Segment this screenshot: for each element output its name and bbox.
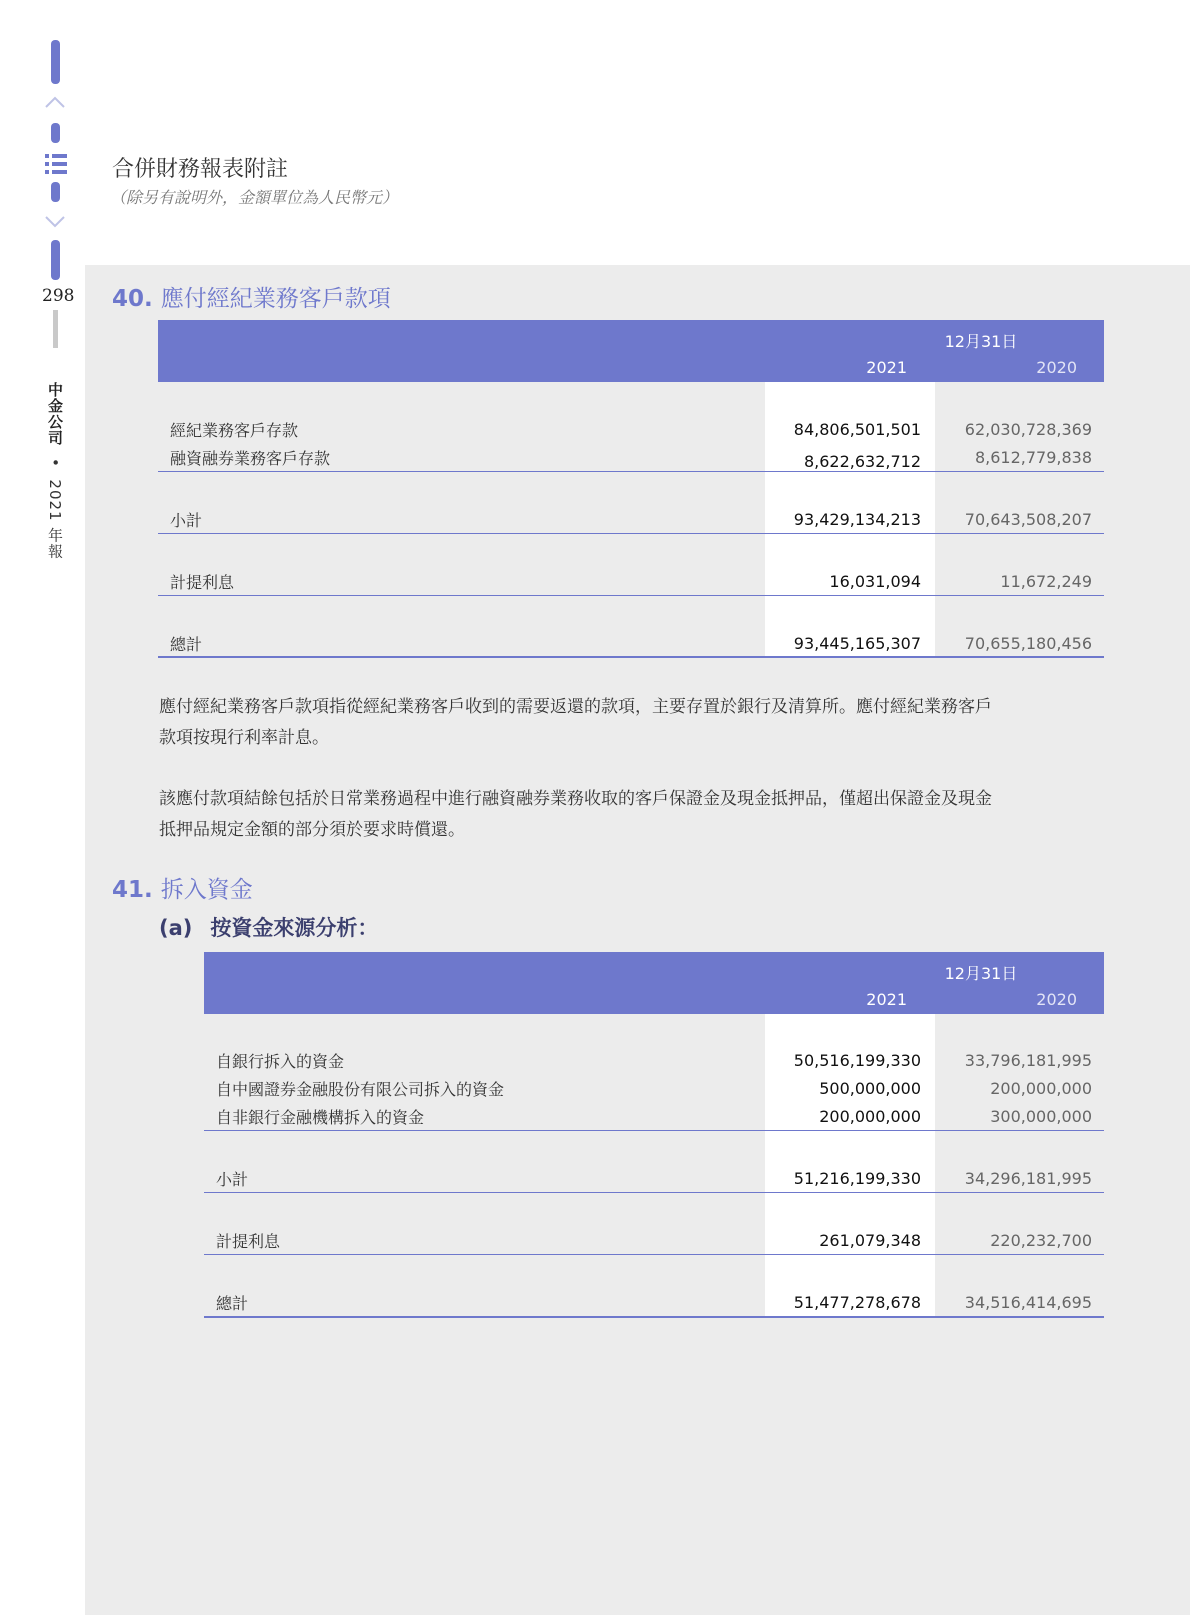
row-divider (204, 1192, 1104, 1193)
company-name: 中金公司 (46, 382, 64, 446)
subsection-label: (a) (159, 916, 193, 940)
sidebar-bar-bottom (51, 240, 60, 280)
value-2021: 261,079,348 (819, 1231, 921, 1250)
paragraph-line: 應付經紀業務客戶款項指從經紀業務客戶收到的需要返還的款項，主要存置於銀行及清算所。應付經紀業務客戶 (159, 697, 992, 717)
table-payables (158, 320, 1104, 658)
table-placements (204, 952, 1104, 1318)
row-label: 融資融券業務客戶存款 (170, 449, 331, 468)
section-41-number: 41. (112, 877, 153, 903)
header-year-2021: 2021 (866, 990, 907, 1009)
value-2020: 11,672,249 (1000, 572, 1092, 591)
section-41-title: 拆入資金 (160, 877, 253, 903)
value-2020: 33,796,181,995 (964, 1051, 1092, 1070)
table-row (158, 446, 1104, 472)
sidebar-bullet: • (46, 457, 64, 468)
table-row (204, 1229, 1104, 1255)
header-year-2020: 2020 (1036, 990, 1077, 1009)
paragraph-40-1 (159, 692, 1104, 754)
sidebar-report-label (45, 382, 66, 559)
row-label: 小計 (170, 511, 203, 530)
paragraph-line: 抵押品規定金額的部分須於要求時償還。 (159, 820, 465, 840)
value-2020: 8,612,779,838 (974, 448, 1092, 467)
row-label: 小計 (216, 1170, 249, 1189)
value-2021: 93,429,134,213 (793, 510, 921, 529)
table-row (158, 418, 1104, 444)
value-2020: 62,030,728,369 (964, 420, 1092, 439)
table-bottom-rule (204, 1316, 1104, 1318)
row-label: 經紀業務客戶存款 (170, 421, 299, 440)
value-2021: 93,445,165,307 (793, 634, 921, 653)
row-label: 自銀行拆入的資金 (216, 1052, 345, 1071)
value-2021: 500,000,000 (819, 1079, 921, 1098)
value-2020: 34,296,181,995 (964, 1169, 1092, 1188)
value-2020: 70,643,508,207 (964, 510, 1092, 529)
table-row (158, 632, 1104, 658)
chevron-up-icon[interactable] (44, 92, 66, 114)
row-divider (204, 1254, 1104, 1255)
table-row (204, 1167, 1104, 1193)
subsection-title: 按資金來源分析： (210, 916, 379, 940)
value-2020: 70,655,180,456 (964, 634, 1092, 653)
header-date: 12月31日 (944, 332, 1018, 351)
table-row (204, 1049, 1104, 1075)
section-40-number: 40. (112, 286, 153, 312)
paragraph-line: 該應付款項結餘包括於日常業務過程中進行融資融券業務收取的客戶保證金及現金抵押品，僅超出保證金及現金 (159, 789, 992, 809)
table-row (204, 1077, 1104, 1103)
header-year-2020: 2020 (1036, 358, 1077, 377)
header-date: 12月31日 (944, 964, 1018, 983)
sidebar-nav (0, 0, 84, 1615)
value-2021: 200,000,000 (819, 1107, 921, 1126)
table-row (204, 1105, 1104, 1131)
header-year-2021: 2021 (866, 358, 907, 377)
value-2020: 220,232,700 (990, 1231, 1092, 1250)
section-40-heading (112, 280, 391, 313)
row-divider (158, 595, 1104, 596)
table-row (204, 1291, 1104, 1317)
page-title: 合併財務報表附註 (112, 157, 289, 182)
table-header (204, 952, 1104, 1014)
row-label: 計提利息 (216, 1232, 281, 1251)
row-divider (158, 471, 1104, 472)
value-2021: 84,806,501,501 (793, 420, 921, 439)
table-row (158, 508, 1104, 534)
value-2021: 51,477,278,678 (793, 1293, 921, 1312)
subsection-a-heading (159, 912, 378, 942)
value-2021: 16,031,094 (829, 572, 921, 591)
value-2020: 300,000,000 (990, 1107, 1092, 1126)
value-2021: 50,516,199,330 (793, 1051, 921, 1070)
row-label: 自非銀行金融機構拆入的資金 (216, 1108, 425, 1127)
paragraph-line: 款項按現行利率計息。 (159, 728, 329, 748)
sidebar-bar-top (51, 40, 60, 84)
report-year: 2021 年報 (46, 479, 64, 560)
value-2020: 200,000,000 (990, 1079, 1092, 1098)
table-row (158, 570, 1104, 596)
row-label: 計提利息 (170, 573, 235, 592)
sidebar-divider (53, 310, 58, 348)
value-2021: 51,216,199,330 (793, 1169, 921, 1188)
section-41-heading (112, 871, 253, 904)
sidebar-bar-mid1 (51, 123, 60, 143)
value-2020: 34,516,414,695 (964, 1293, 1092, 1312)
list-menu-icon[interactable] (44, 152, 68, 176)
paragraph-40-2 (159, 784, 1104, 846)
page-subtitle: （除另有說明外，金額單位為人民幣元） (110, 188, 399, 207)
value-2021: 8,622,632,712 (803, 452, 921, 471)
row-label: 總計 (216, 1294, 249, 1313)
chevron-down-icon[interactable] (44, 210, 66, 232)
sidebar-bar-mid2 (51, 182, 60, 202)
row-divider (204, 1130, 1104, 1131)
row-label: 自中國證券金融股份有限公司拆入的資金 (216, 1080, 505, 1099)
table-bottom-rule (158, 656, 1104, 658)
section-40-title: 應付經紀業務客戶款項 (160, 286, 391, 312)
row-divider (158, 533, 1104, 534)
page-number: 298 (42, 286, 75, 306)
table-header (158, 320, 1104, 382)
row-label: 總計 (170, 635, 203, 654)
